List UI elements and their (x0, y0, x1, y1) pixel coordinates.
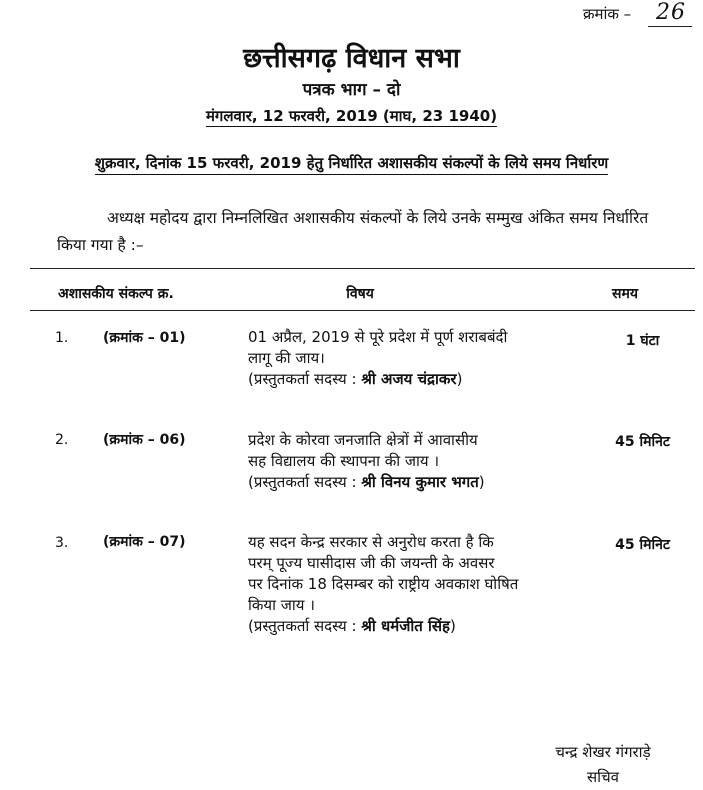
presenter: (प्रस्तुतकर्ता सदस्य : श्री विनय कुमार भगत) (248, 473, 485, 491)
table-header-rule (30, 310, 695, 311)
row-kramank: (क्रमांक – 06) (103, 432, 186, 448)
bulletin-date: मंगलवार, 12 फरवरी, 2019 (माघ, 23 1940) (205, 107, 498, 125)
subject-line: परम् पूज्य घासीदास जी की जयन्ती के अवसर (248, 554, 495, 572)
subject-line: पर दिनांक 18 दिसम्बर को राष्ट्रीय अवकाश घोषित (248, 575, 519, 593)
intro-paragraph: अध्यक्ष महोदय द्वारा निम्नलिखित अशासकीय संकल्पों के लिये उनके सम्मुख अंकित समय निर्धारित किया गया है :– (57, 209, 649, 254)
subject-line: किया जाय । (248, 596, 315, 614)
serial-number-handwritten: 26 (656, 0, 686, 25)
subject-line: सह विद्यालय की स्थापना की जाय । (248, 452, 440, 470)
presenter: (प्रस्तुतकर्ता सदस्य : श्री अजय चंद्राकर) (248, 370, 463, 388)
row-subject (248, 327, 580, 390)
signatory-name: चन्द्र शेखर गंगराड़े (555, 743, 651, 761)
row-kramank: (क्रमांक – 01) (103, 330, 186, 346)
row-subject (248, 532, 580, 637)
row-time: 45 मिनिट (615, 434, 670, 450)
column-header-subject: विषय (346, 286, 374, 302)
subject-line: लागू की जाय। (248, 349, 325, 367)
section-heading: शुक्रवार, दिनांक 15 फरवरी, 2019 हेतु निर्धारित अशासकीय संकल्पों के लिये समय निर्धारण (0, 153, 703, 173)
row-time: 1 घंटा (625, 333, 660, 349)
row-number: 1. (55, 330, 69, 346)
row-number: 3. (55, 535, 69, 551)
row-time: 45 मिनिट (615, 537, 670, 553)
assembly-title: छत्तीसगढ़ विधान सभा (243, 43, 460, 74)
signatory-designation: सचिव (587, 768, 619, 786)
row-subject (248, 430, 580, 493)
presenter: (प्रस्तुतकर्ता सदस्य : श्री धर्मजीत सिंह) (248, 617, 456, 635)
table-top-rule (30, 268, 695, 269)
row-kramank: (क्रमांक – 07) (103, 534, 186, 550)
serial-label: क्रमांक – (583, 5, 632, 23)
signature-block (518, 740, 688, 790)
bulletin-part: पत्रक भाग – दो (302, 80, 401, 100)
subject-line: प्रदेश के कोरवा जनजाति क्षेत्रों में आवासीय (248, 431, 478, 449)
column-header-time: समय (612, 286, 638, 302)
column-header-resolution-no: अशासकीय संकल्प क्र. (58, 286, 174, 302)
row-number: 2. (55, 432, 69, 448)
subject-line: यह सदन केन्द्र सरकार से अनुरोध करता है कि (248, 533, 494, 551)
subject-line: 01 अप्रैल, 2019 से पूरे प्रदेश में पूर्ण शराबबंदी (248, 328, 508, 346)
